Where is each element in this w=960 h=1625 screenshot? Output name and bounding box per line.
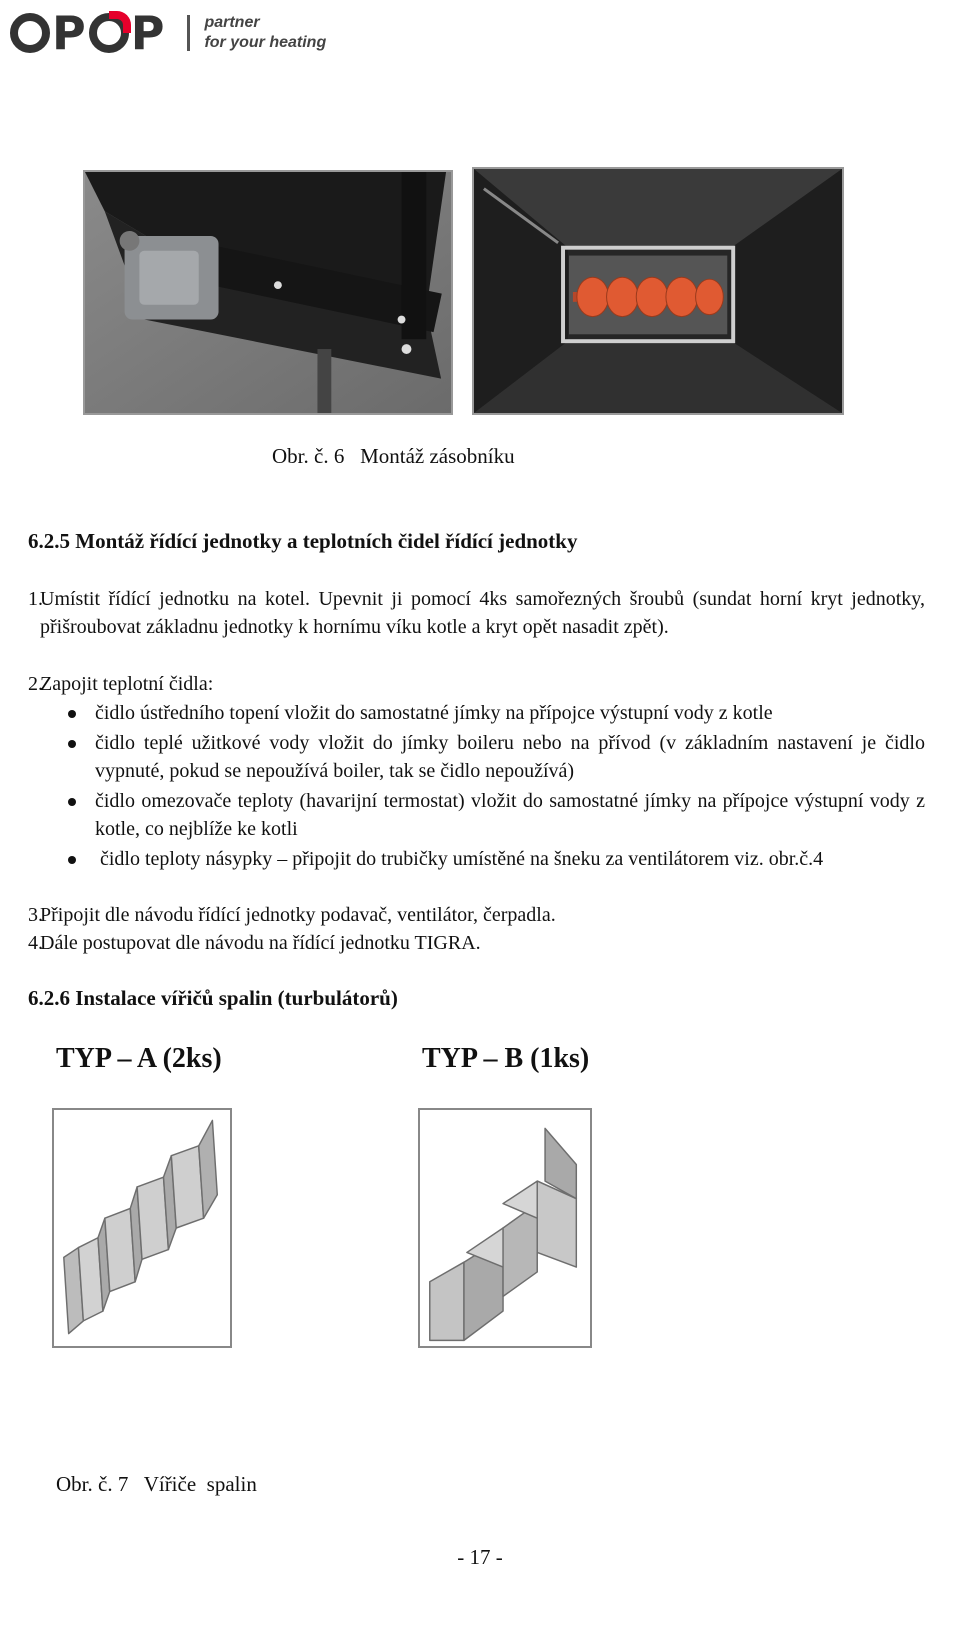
step-2-text: Zapojit teplotní čidla:: [40, 673, 214, 695]
company-logo: [8, 8, 326, 58]
logo-wordmark: [8, 6, 165, 60]
step-2-number: 2.: [28, 673, 43, 695]
turbulator-type-a-drawing: [52, 1108, 232, 1348]
logo-letter-p: P: [52, 6, 87, 60]
step-4-text: Dále postupovat dle návodu na řídící jednotku TIGRA.: [40, 932, 481, 954]
bullet-dot: [68, 798, 76, 806]
bullet-item-heating-sensor: čidlo ústředního topení vložit do samostatné jímky na přípojce výstupní vody z kotle: [95, 702, 773, 724]
step-3-text: Připojit dle návodu řídící jednotky podavač, ventilátor, čerpadla.: [40, 904, 556, 926]
photo-hopper-mounting: [83, 170, 453, 415]
step-1-text: Umístit řídící jednotku na kotel. Upevnit ji pomocí 4ks samořezných šroubů (sundat horní kryt jednotky, přišroubovat základnu jednotky k hornímu víku kotle a kryt opět nasadit zpět).: [40, 588, 925, 638]
logo-tagline: partner for your heating: [204, 14, 327, 51]
page-number: - 17 -: [457, 1545, 503, 1569]
step-3-number: 3.: [28, 904, 43, 926]
figure-7-caption: Obr. č. 7 Vířiče spalin: [56, 1472, 257, 1496]
figure-6-caption: Obr. č. 6 Montáž zásobníku: [272, 444, 515, 468]
bullet-item-hot-water-sensor: čidlo teplé užitkové vody vložit do jímky boileru nebo na přívod (v základním nastavení je čidlo vypnuté, pokud se nepoužívá boiler, tak se čidlo nepoužívá): [95, 732, 925, 782]
turbulator-type-b-drawing: [418, 1108, 592, 1348]
photo-auger-in-hopper: [472, 167, 844, 415]
logo-divider: [187, 15, 190, 51]
step-4-number: 4.: [28, 932, 43, 954]
bullet-dot: [68, 710, 76, 718]
bullet-item-limiter-sensor: čidlo omezovače teploty (havarijní termostat) vložit do samostatné jímky na přípojce výstupní vody z kotle, co nejblíže ke kotli: [95, 790, 925, 840]
logo-letter-o: [10, 13, 50, 53]
turbulator-type-b-label: TYP – B (1ks): [422, 1043, 590, 1074]
section-6-2-5-heading: 6.2.5 Montáž řídící jednotky a teplotních čidel řídící jednotky: [28, 529, 578, 553]
bullet-dot: [68, 856, 76, 864]
bullet-dot: [68, 740, 76, 748]
logo-letter-p: P: [130, 6, 166, 60]
logo-letter-o-accent: [89, 13, 129, 53]
bullet-item-hopper-sensor: čidlo teploty násypky – připojit do trubičky umístěné na šneku za ventilátorem viz. obr.č.4: [95, 848, 824, 870]
turbulator-type-a-label: TYP – A (2ks): [56, 1043, 222, 1074]
section-6-2-6-heading: 6.2.6 Instalace vířičů spalin (turbulátorů): [28, 986, 398, 1010]
step-1-number: 1.: [28, 588, 43, 610]
